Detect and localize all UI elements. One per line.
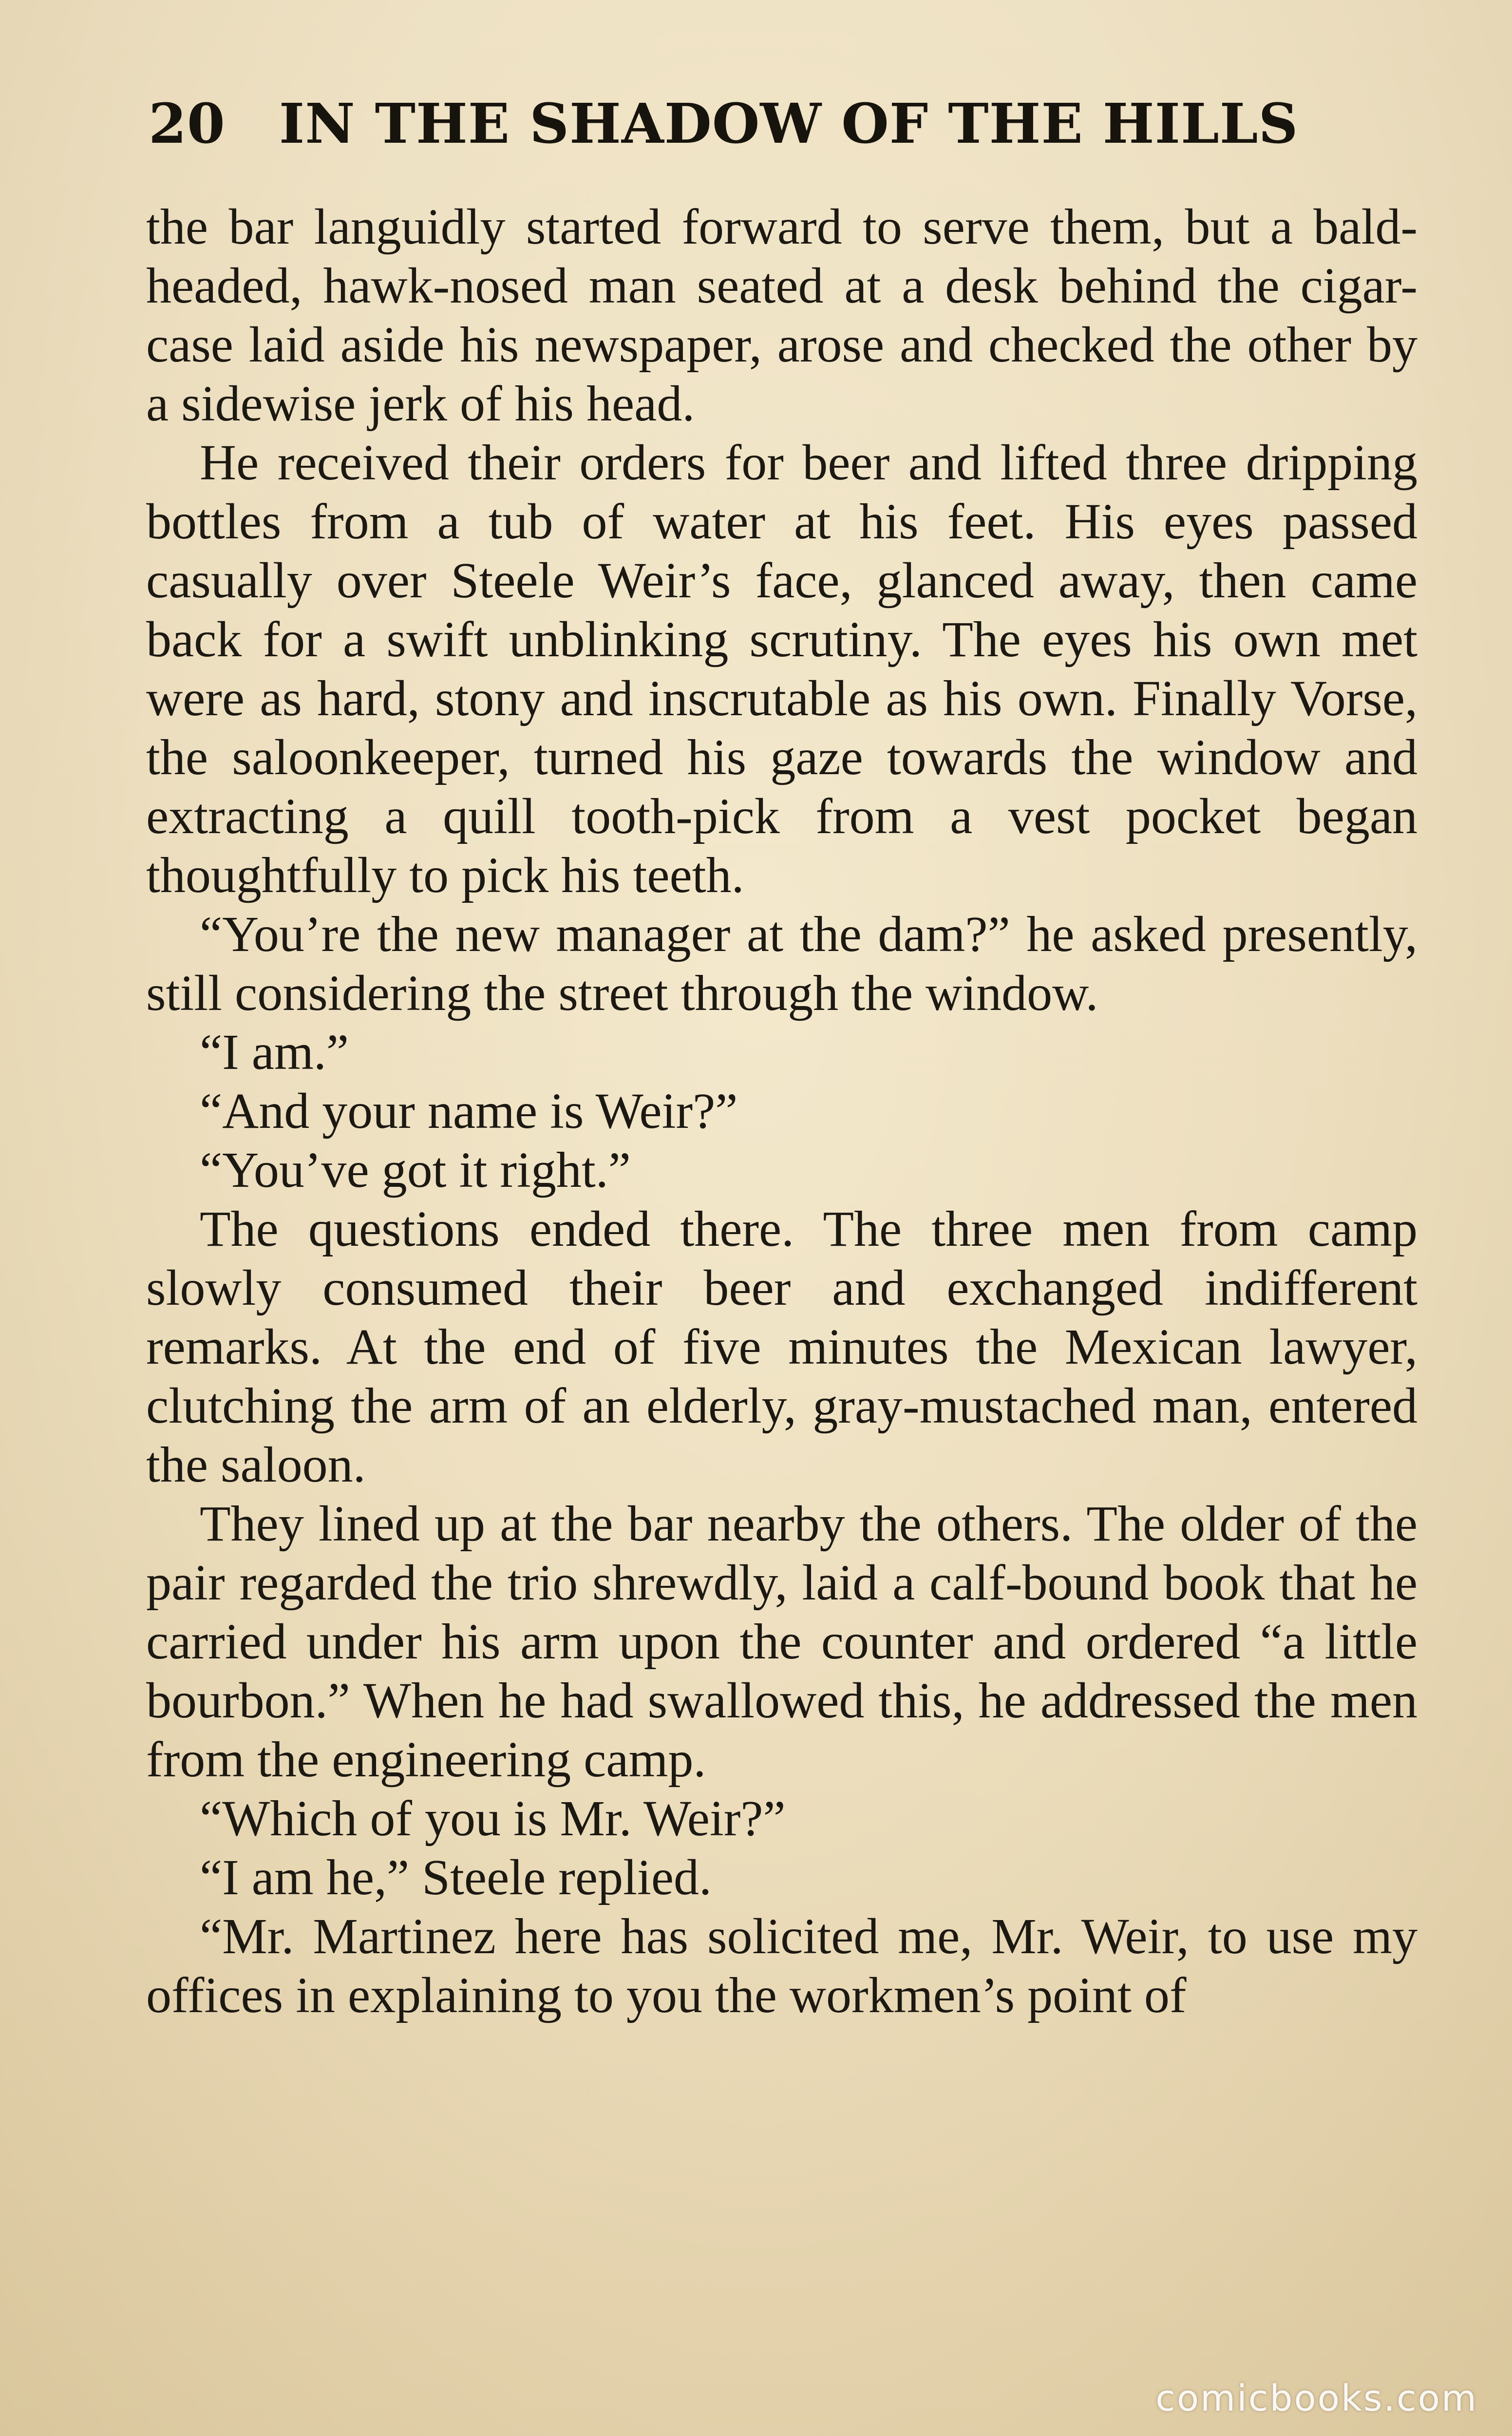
paragraph: They lined up at the bar nearby the others. The older of the pair regarded the trio shrewdly, laid a calf-bound book that he carried under his arm upon the counter and ordered “a little bourbon.” When he had swallowed this, he addressed the men from the engineering camp. xyxy=(146,1496,1418,1788)
paragraph: “And your name is Weir?” xyxy=(200,1083,738,1139)
paragraph: “I am.” xyxy=(200,1024,349,1080)
paragraph: “I am he,” Steele replied. xyxy=(200,1849,712,1905)
paragraph: “Mr. Martinez here has solicited me, Mr. Weir, to use my offices in explaining to you the workmen’s point of xyxy=(146,1908,1418,2023)
paragraph: “Which of you is Mr. Weir?” xyxy=(200,1790,786,1846)
body-text xyxy=(146,197,1418,2025)
paragraph: He received their orders for beer and lifted three dripping bottles from a tub of water at his feet. His eyes passed casually over Steele Weir’s face, glanced away, then came back for a swift unblinking scrutiny. The eyes his own met were as hard, stony and inscrutable as his own. Finally Vorse, the saloonkeeper, turned his gaze towards the window and extracting a quill tooth-pick from a vest pocket began thoughtfully to pick his teeth. xyxy=(146,435,1418,903)
paragraph: the bar languidly started forward to serve them, but a bald-headed, hawk-nosed man seated at a desk behind the cigar-case laid aside his newspaper, arose and checked the other by a sidewise jerk of his head. xyxy=(146,199,1418,432)
paragraph: “You’ve got it right.” xyxy=(200,1142,631,1198)
paragraph: “You’re the new manager at the dam?” he asked presently, still considering the street through the window. xyxy=(146,906,1418,1021)
running-title: IN THE SHADOW OF THE HILLS xyxy=(279,92,1299,156)
paragraph: The questions ended there. The three men from camp slowly consumed their beer and exchanged indifferent remarks. At the end of five minutes the Mexican lawyer, clutching the arm of an elderly, gray-mustached man, entered the saloon. xyxy=(146,1201,1418,1493)
page-number: 20 xyxy=(149,92,226,156)
page-header xyxy=(149,85,1400,163)
watermark: comicbooks.com xyxy=(1155,2378,1478,2419)
